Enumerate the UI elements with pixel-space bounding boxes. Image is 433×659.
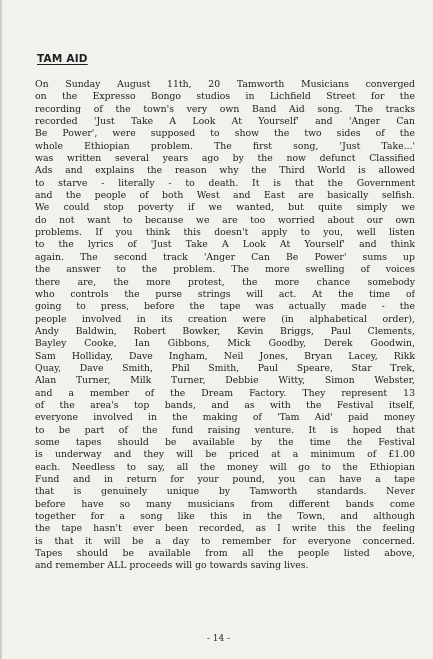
text-line: who controls the purse strings will act. At the time of bbox=[35, 288, 415, 300]
text-line: to the lyrics of 'Just Take A Look At Yourself' and think bbox=[35, 239, 415, 251]
text-line: Quay, Dave Smith, Phil Smith, Paul Speare, Star Trek, bbox=[35, 362, 415, 374]
text-line: Tapes should be available from all the people listed above, bbox=[35, 548, 415, 560]
text-line: On Sunday August 11th, 20 Tamworth Musicians converged bbox=[35, 79, 415, 90]
text-line: to be part of the fund raising venture. It is hoped that bbox=[35, 424, 415, 436]
text-line: the tape hasn't ever been recorded, as I write this the feeling bbox=[35, 523, 415, 535]
text-line: Bayley Cooke, Ian Gibbons, Mick Goodby, Derek Goodwin, bbox=[35, 338, 415, 350]
text-line: again. The second track 'Anger Can Be Power' sums up bbox=[35, 251, 415, 263]
text-line: recording of the town's very own Band Aid song. The tracks bbox=[35, 103, 415, 115]
text-line: together for a song like this in the Town, and although bbox=[35, 511, 415, 523]
text-line: and the people of both West and East are basically selfish. bbox=[35, 190, 415, 202]
text-line: that is genuinely unique by Tamworth standards. Never bbox=[35, 486, 415, 498]
text-line: there are, the more protest, the more chance somebody bbox=[35, 276, 415, 288]
text-line: people involved in its creation were (in alphabetical order), bbox=[35, 313, 415, 325]
text-line: the answer to the problem. The more swelling of voices bbox=[35, 264, 415, 276]
article-body bbox=[35, 79, 415, 573]
text-line: on the Expresso Bongo studios in Lichfield Street for the bbox=[35, 91, 415, 103]
text-line: Ads and explains the reason why the Third World is allowed bbox=[35, 165, 415, 177]
text-line: each. Needless to say, all the money will go to the Ethiopian bbox=[35, 461, 415, 473]
text-line: problems. If you think this doesn't apply to you, well listen bbox=[35, 227, 415, 239]
text-line: was written several years ago by the now defunct Classified bbox=[35, 153, 415, 165]
text-line: Be Power', were supposed to show the two sides of the bbox=[35, 128, 415, 140]
text-line: and a member of the Dream Factory. They represent 13 bbox=[35, 387, 415, 399]
text-line: whole Ethiopian problem. The first song, 'Just Take...' bbox=[35, 140, 415, 152]
page-number: - 14 - bbox=[206, 634, 231, 644]
text-line: some tapes should be available by the time the Festival bbox=[35, 436, 415, 448]
text-line: going to press, before the tape was actually made - the bbox=[35, 301, 415, 313]
text-line: is underway and they will be priced at a minimum of £1.00 bbox=[35, 449, 415, 461]
text-line: before have so many musicians from different bands come bbox=[35, 498, 415, 510]
text-line: is that it will be a day to remember for everyone concerned. bbox=[35, 535, 415, 547]
text-line: Andy Baldwin, Robert Bowker, Kevin Briggs, Paul Clements, bbox=[35, 325, 415, 337]
text-line: and remember ALL proceeds will go towards saving lives. bbox=[35, 560, 309, 572]
text-line: recorded 'Just Take A Look At Yourself' and 'Anger Can bbox=[35, 116, 415, 128]
text-line: do not want to because we are too worried about our own bbox=[35, 214, 415, 226]
text-line: We could stop poverty if we wanted, but quite simply we bbox=[35, 202, 415, 214]
text-line: to starve - literally - to death. It is that the Government bbox=[35, 177, 415, 189]
text-line: Fund and in return for your pound, you can have a tape bbox=[35, 474, 415, 485]
text-line: of the area's top bands, and as with the Festival itself, bbox=[35, 399, 415, 411]
text-line: Sam Holliday, Dave Ingham, Neil Jones, Bryan Lacey, Rikk bbox=[35, 350, 415, 362]
text-line: everyone involved in the making of 'Tam Aid' paid money bbox=[35, 412, 415, 424]
article-title: TAM AID bbox=[37, 53, 88, 65]
text-line: Alan Turner, Milk Turner, Debbie Witty, Simon Webster, bbox=[35, 375, 415, 387]
